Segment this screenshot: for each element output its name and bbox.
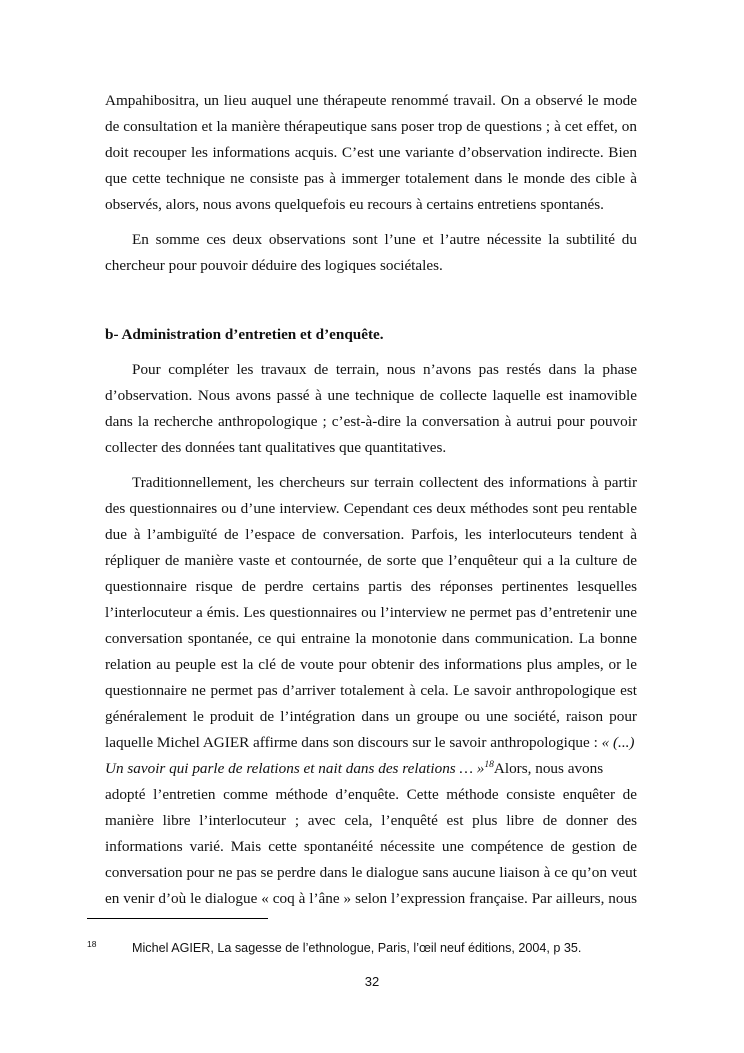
paragraph-4-line-7: conversation spontanée, ce qui entraine la monotonie dans communication. La bonne: [105, 630, 637, 647]
paragraph-4-line-6: l’interlocuteur a émis. Les questionnaires ou l’interview ne permet pas d’entretenir une: [105, 604, 637, 621]
paragraph-1-line-4: que cette technique ne consiste pas à immerger totalement dans le monde des cible à: [105, 170, 637, 187]
quote-tail-text: Alors, nous avons: [493, 760, 604, 777]
paragraph-4-line-9: questionnaire ne permet pas d’arriver totalement à cela. Le savoir anthropologique est: [105, 682, 637, 699]
quote-lead-text: laquelle Michel AGIER affirme dans son discours sur le savoir anthropologique :: [105, 734, 602, 751]
paragraph-1-line-1: Ampahibositra, un lieu auquel une thérapeute renommé travail. On a observé le mode: [105, 92, 637, 109]
paragraph-4-line-8: relation au peuple est la clé de voute pour obtenir des informations plus amples, or le: [105, 656, 637, 673]
page-number: 32: [364, 974, 380, 989]
quote-open-text: « (...): [601, 734, 635, 751]
paragraph-4-line-16: conversation pour ne pas se perdre dans le dialogue sans aucune liaison à ce qu’on veut: [105, 864, 637, 881]
paragraph-1-line-5: observés, alors, nous avons quelquefois eu recours à certains entretiens spontanés.: [105, 196, 604, 213]
footnote-separator: [87, 918, 268, 919]
section-heading: b- Administration d’entretien et d’enquête.: [105, 326, 384, 343]
paragraph-4-line-4: répliquer de manière vaste et contournée, de sorte que l’enquêteur qui a la culture de: [105, 552, 637, 569]
paragraph-2-line-1: En somme ces deux observations sont l’une et l’autre nécessite la subtilité du: [132, 231, 637, 248]
footnote-reference: 18: [484, 759, 494, 770]
paragraph-4-quote-line-1: [105, 732, 637, 754]
paragraph-1-line-2: de consultation et la manière thérapeutique sans poser trop de questions ; à cet effet, on: [105, 118, 637, 135]
paragraph-3-line-3: dans la recherche anthropologique ; c’est-à-dire la conversation à autrui pour pouvoir: [105, 413, 637, 430]
paragraph-3-line-1: Pour compléter les travaux de terrain, nous n’avons pas restés dans la phase: [132, 361, 637, 378]
footnote-text: Michel AGIER, La sagesse de l’ethnologue, Paris, l’œil neuf éditions, 2004, p 35.: [132, 941, 582, 955]
paragraph-3-line-2: d’observation. Nous avons passé à une technique de collecte laquelle est inamovible: [105, 387, 637, 404]
paragraph-4-line-3: due à l’ambiguïté de l’espace de conversation. Parfois, les interlocuteurs tendent à: [105, 526, 637, 543]
paragraph-4-line-13: adopté l’entretien comme méthode d’enquête. Cette méthode consiste enquêter de: [105, 786, 637, 803]
paragraph-4-quote-line-2: [105, 758, 637, 780]
paragraph-4-line-2: des questionnaires ou d’une interview. Cependant ces deux méthodes sont peu rentable: [105, 500, 637, 517]
footnote-number: 18: [87, 939, 97, 949]
paragraph-3-line-4: collecter des données tant qualitatives que quantitatives.: [105, 439, 447, 456]
paragraph-4-line-15: informations varié. Mais cette spontanéité nécessite une compétence de gestion de: [105, 838, 637, 855]
quote-text: Un savoir qui parle de relations et nait dans des relations … »: [105, 760, 485, 777]
paragraph-2-line-2: chercheur pour pouvoir déduire des logiques sociétales.: [105, 257, 443, 274]
paragraph-4-line-14: manière libre l’interlocuteur ; avec cela, l’enquêté est plus libre de donner des: [105, 812, 637, 829]
paragraph-4-line-5: questionnaire risque de perdre certains partis des réponses pertinentes lesquelles: [105, 578, 637, 595]
paragraph-4-line-10: généralement le produit de l’intégration dans un groupe ou une société, raison pour: [105, 708, 637, 725]
paragraph-4-line-17: en venir d’où le dialogue « coq à l’âne » selon l’expression française. Par ailleurs, nous: [105, 890, 637, 907]
paragraph-4-line-1: Traditionnellement, les chercheurs sur terrain collectent des informations à partir: [132, 474, 637, 491]
paragraph-1-line-3: doit recouper les informations acquis. C’est une variante d’observation indirecte. Bien: [105, 144, 637, 161]
